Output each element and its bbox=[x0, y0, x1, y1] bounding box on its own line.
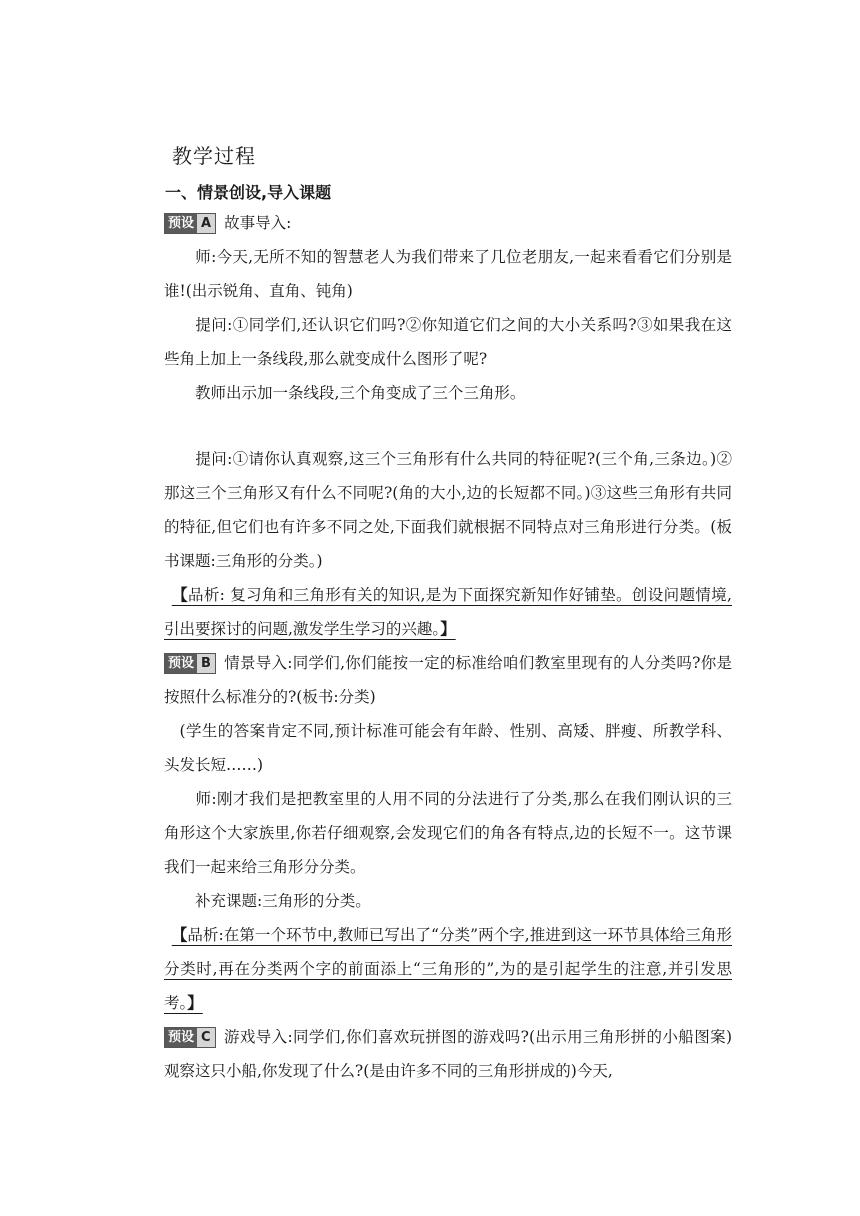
preset-a-analysis-text: 品析: 复习角和三角形有关的知识,是为下面探究新知作好铺垫。创设问题情境,引出要探讨的问题,激发学生学习的兴趣。 bbox=[164, 586, 732, 638]
preset-a-badge: 预设 A bbox=[164, 213, 216, 234]
preset-b-analysis-text: 品析:在第一个环节中,教师已写出了“分类”两个字,推进到这一环节具体给三角形分类时,再在分类两个字的前面添上“三角形的”,为的是引起学生的注意,并引发思考。 bbox=[164, 926, 732, 1012]
preset-a-title: 故事导入: bbox=[224, 214, 292, 232]
preset-b-teacher bbox=[164, 782, 732, 884]
preset-b-answers-text: (学生的答案肯定不同,预计标准可能会有年龄、性别、高矮、胖瘦、所教学科、头发长短……) bbox=[164, 722, 732, 774]
preset-c-badge: 预设 C bbox=[164, 1027, 216, 1048]
page-heading: 教学过程 bbox=[172, 144, 256, 168]
preset-a-teacher bbox=[164, 240, 732, 308]
preset-a-question1-text: 提问:①同学们,还认识它们吗?②你知道它们之间的大小关系吗?③如果我在这些角上加上一条线段,那么就变成什么图形了呢? bbox=[164, 316, 732, 368]
preset-b-title-line bbox=[164, 646, 732, 714]
preset-b-answers bbox=[164, 714, 732, 782]
preset-a-teacher-text: 师:今天,无所不知的智慧老人为我们带来了几位老朋友,一起来看看它们分别是谁!(出示锐角、直角、钝角) bbox=[164, 248, 732, 300]
preset-a-question2 bbox=[164, 442, 732, 578]
preset-a-question2-text: 提问:①请你认真观察,这三个三角形有什么共同的特征呢?(三个角,三条边。)②那这三个三角形又有什么不同呢?(角的大小,边的长短都不同。)③这些三角形有共同的特征,但它们也有许多不同之处,下面我们就根据不同特点对三角形进行分类。(板书课题:三角形的分类。) bbox=[164, 450, 732, 570]
preset-b-title: 情景导入:同学们,你们能按一定的标准给咱们教室里现有的人分类吗?你是按照什么标准分的?(板书:分类) bbox=[164, 654, 732, 706]
preset-c-title-line bbox=[164, 1020, 732, 1088]
preset-a-analysis-note: 【品析: 复习角和三角形有关的知识,是为下面探究新知作好铺垫。创设问题情境,引出要探讨的问题,激发学生学习的兴趣。】 bbox=[164, 585, 732, 638]
preset-a-question1 bbox=[164, 308, 732, 376]
preset-b-analysis-note: 【品析:在第一个环节中,教师已写出了“分类”两个字,推进到这一环节具体给三角形分类时,再在分类两个字的前面添上“三角形的”,为的是引起学生的注意,并引发思考。】 bbox=[164, 925, 732, 1012]
preset-b-badge: 预设 B bbox=[164, 653, 216, 674]
preset-b-supplement-text: 补充课题:三角形的分类。 bbox=[195, 892, 371, 910]
preset-c-title: 游戏导入:同学们,你们喜欢玩拼图的游戏吗?(出示用三角形拼的小船图案)观察这只小船,你发现了什么?(是由许多不同的三角形拼成的)今天, bbox=[164, 1028, 732, 1080]
preset-a-show-text: 教师出示加一条线段,三个角变成了三个三角形。 bbox=[195, 384, 526, 402]
preset-a-title-line bbox=[164, 206, 732, 240]
preset-b-teacher-text: 师:刚才我们是把教室里的人用不同的分法进行了分类,那么在我们刚认识的三角形这个大家族里,你若仔细观察,会发现它们的角各有特点,边的长短不一。这节课我们一起来给三角形分分类。 bbox=[164, 790, 732, 876]
preset-b-supplement bbox=[164, 884, 732, 918]
preset-a-show bbox=[164, 376, 732, 410]
section-title: 一、情景创设,导入课题 bbox=[165, 183, 332, 202]
